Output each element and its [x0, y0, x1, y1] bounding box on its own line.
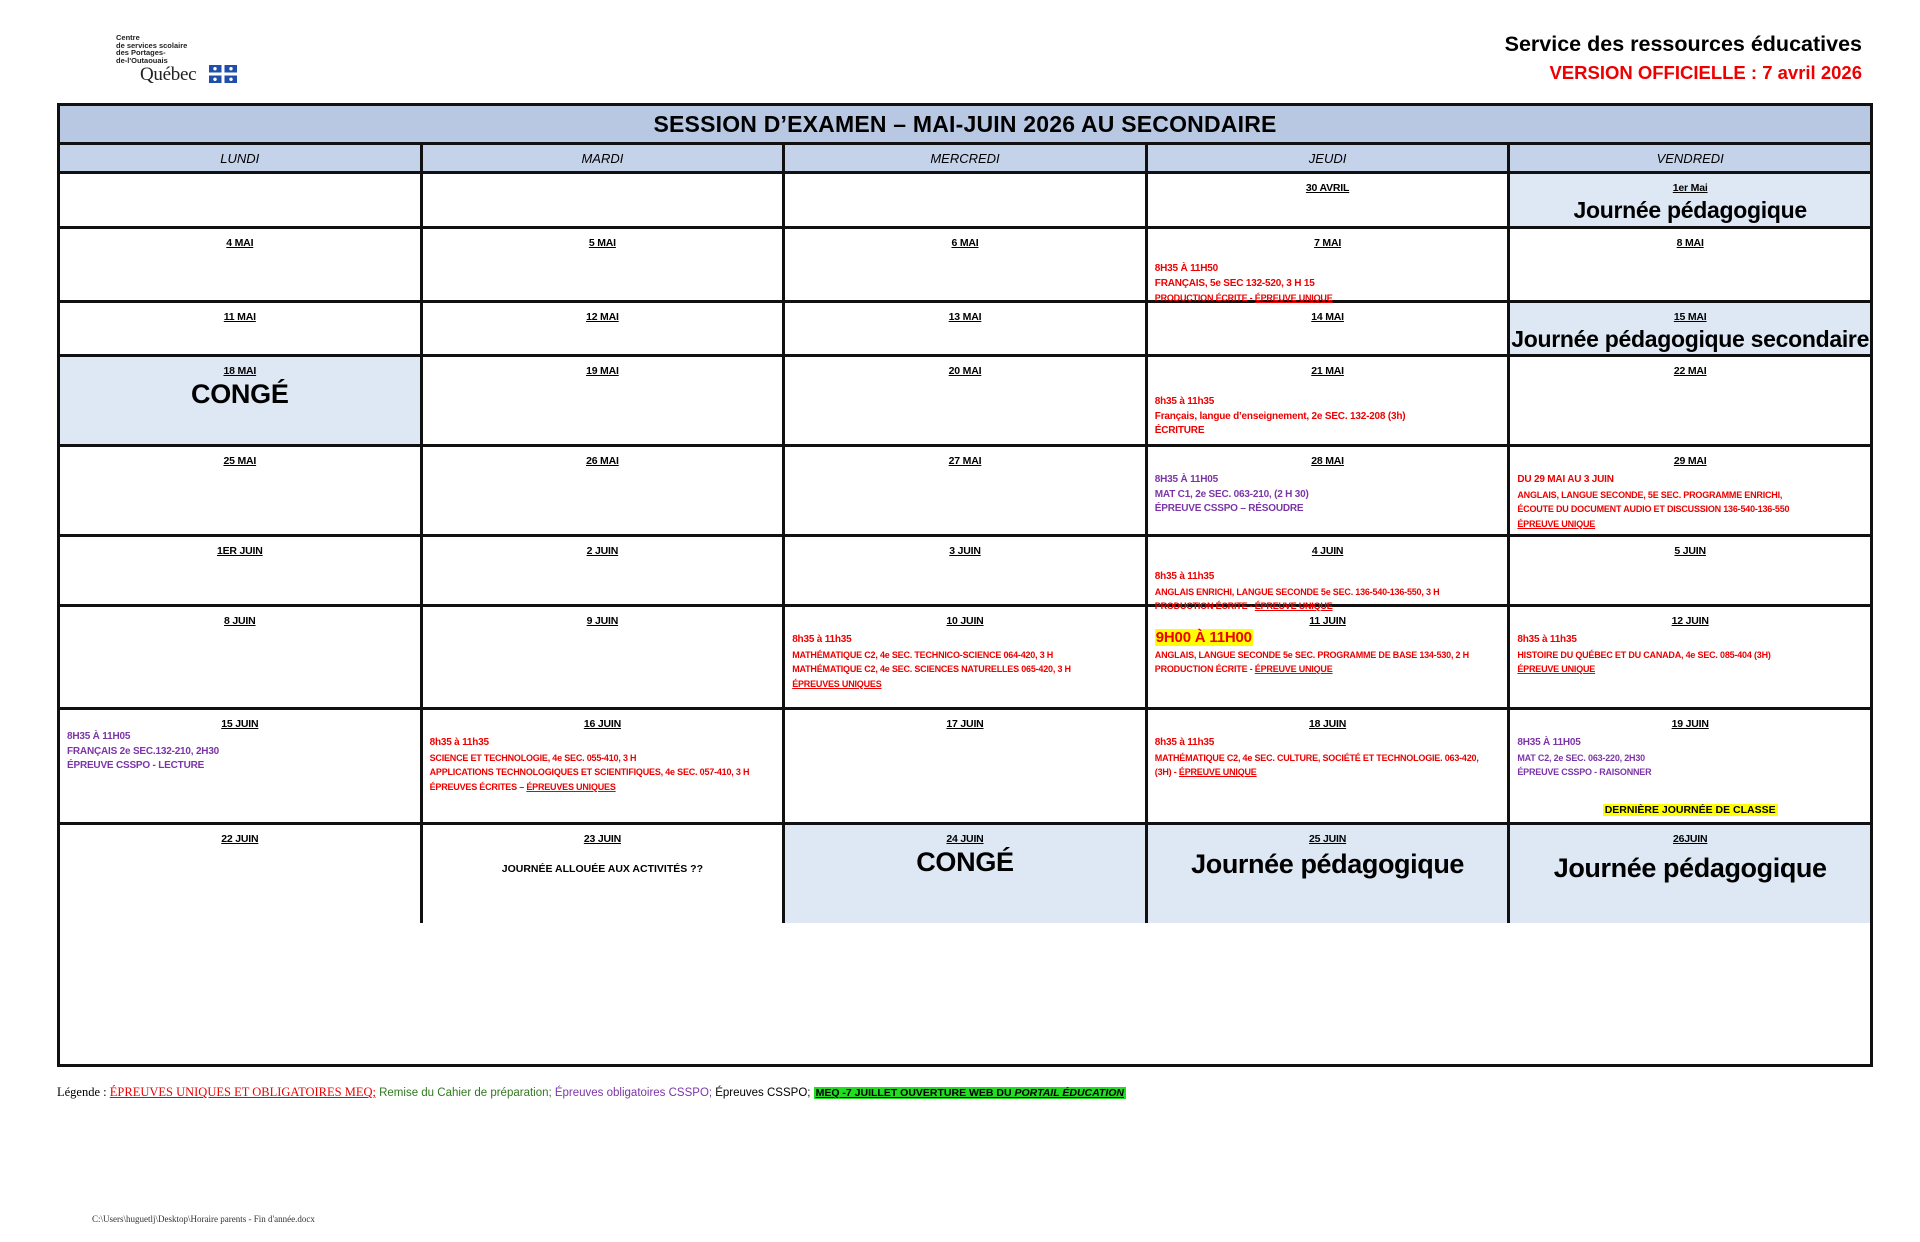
- last-class-day-label: DERNIÈRE JOURNÉE DE CLASSE: [1604, 804, 1776, 816]
- day-cell: [785, 607, 1148, 707]
- pedagogical-day-label: Journée pédagogique secondaire: [1511, 326, 1870, 352]
- holiday-label: CONGÉ: [916, 847, 1014, 877]
- weekday-header: [60, 145, 1870, 174]
- date-label: 12 JUIN: [1671, 615, 1709, 627]
- day-cell: [1510, 537, 1870, 604]
- day-cell: [1510, 447, 1870, 534]
- day-cell: [1510, 710, 1870, 822]
- exam-entry: [1510, 627, 1870, 677]
- exam-time: 8h35 à 11h35: [429, 737, 489, 748]
- date-label: 15 MAI: [1673, 311, 1707, 323]
- org-line: de-l'Outaouais: [116, 55, 168, 65]
- exam-time: 8H35 À 11H50: [1154, 263, 1218, 274]
- date-label: 19 MAI: [586, 365, 619, 377]
- date-label: 21 MAI: [1311, 365, 1344, 377]
- exam-type: ÉCRITURE: [1154, 425, 1205, 436]
- day-cell: [1510, 357, 1870, 444]
- date-label: 16 JUIN: [583, 718, 621, 730]
- day-cell: [423, 303, 786, 354]
- exam-subject: HISTOIRE DU QUÉBEC ET DU CANADA, 4e SEC. 085-404 (3H): [1517, 649, 1771, 660]
- exam-subject: FRANÇAIS 2e SEC.132-210, 2H30: [67, 745, 220, 757]
- week-row: [60, 303, 1870, 357]
- date-label: 12 MAI: [586, 311, 619, 323]
- pedagogical-day-label: Journée pédagogique: [1191, 849, 1465, 879]
- exam-unique-link[interactable]: ÉPREUVE UNIQUE: [1254, 293, 1333, 303]
- date-label: 30 AVRIL: [1305, 182, 1350, 194]
- exam-time: 8H35 À 11H05: [1154, 474, 1218, 485]
- week-row: [60, 229, 1870, 303]
- date-label: 25 JUIN: [1309, 833, 1347, 845]
- exam-subject: MATHÉMATIQUE C2, 4e SEC. SCIENCES NATURELLES 065-420, 3 H: [792, 664, 1071, 674]
- day-cell-pedagogical: [1510, 174, 1870, 226]
- exam-entry: [1510, 467, 1870, 531]
- date-label: 19 JUIN: [1671, 718, 1709, 730]
- day-cell: [1148, 174, 1511, 226]
- exam-subject: Français, langue d’enseignement, 2e SEC. 132-208 (3h): [1154, 410, 1406, 422]
- exam-entry: [1510, 730, 1870, 780]
- exam-time: 8h35 à 11h35: [1517, 634, 1577, 645]
- week-row: [60, 607, 1870, 710]
- day-cell: [423, 710, 786, 822]
- day-cell: [785, 229, 1148, 300]
- date-label: 2 JUIN: [586, 545, 619, 557]
- spacer: [1155, 557, 1501, 570]
- exam-time: 8h35 à 11h35: [1154, 396, 1215, 407]
- exam-period: DU 29 MAI AU 3 JUIN: [1517, 474, 1614, 485]
- day-cell: [60, 710, 423, 822]
- exam-subject: APPLICATIONS TECHNOLOGIQUES ET SCIENTIFIQUES, 4e SEC. 057-410, 3 H: [429, 767, 750, 777]
- holiday-label: CONGÉ: [191, 379, 289, 409]
- spacer: [1155, 377, 1501, 395]
- exam-unique-link[interactable]: ÉPREUVE UNIQUE: [1517, 664, 1596, 674]
- date-label: 25 MAI: [223, 455, 257, 467]
- fleur-de-lys-flag-icon: [209, 65, 237, 83]
- exam-type: [430, 780, 776, 795]
- exam-entry: [1148, 377, 1508, 439]
- date-label: 10 JUIN: [946, 615, 984, 627]
- exam-time: 8H35 À 11H05: [67, 731, 131, 742]
- day-cell: [1510, 229, 1870, 300]
- legend-label: Légende :: [57, 1085, 107, 1099]
- exam-unique-link[interactable]: ÉPREUVE UNIQUE: [1517, 518, 1596, 529]
- day-cell: [1148, 303, 1511, 354]
- quebec-wordmark: Québec: [140, 64, 197, 85]
- date-label: 22 MAI: [1673, 365, 1707, 377]
- day-cell: [1148, 357, 1511, 444]
- exam-entry: [1148, 249, 1508, 306]
- exam-type-text: (3H) -: [1154, 767, 1177, 777]
- exam-entry: [60, 730, 420, 774]
- weekday-friday: VENDREDI: [1510, 145, 1870, 171]
- day-cell-pedagogical: [1510, 303, 1870, 354]
- exam-subject: MAT C1, 2e SEC. 063-210, (2 H 30): [1154, 488, 1309, 500]
- date-label: 18 JUIN: [1309, 718, 1347, 730]
- exam-subject: MATHÉMATIQUE C2, 4e SEC. TECHNICO-SCIENCE 064-420, 3 H: [792, 649, 1054, 660]
- date-label: 18 MAI: [223, 365, 257, 377]
- day-cell: [60, 447, 423, 534]
- week-row: [60, 710, 1870, 825]
- day-cell: [423, 537, 786, 604]
- day-cell: [60, 229, 423, 300]
- activity-day-label: JOURNÉE ALLOUÉE AUX ACTIVITÉS ??: [501, 863, 704, 875]
- date-label: 11 JUIN: [1309, 615, 1346, 627]
- week-row: [60, 357, 1870, 447]
- exam-unique-link[interactable]: ÉPREUVE UNIQUE: [1254, 664, 1333, 674]
- day-cell: [423, 229, 786, 300]
- exam-subject: ANGLAIS, LANGUE SECONDE 5e SEC. PROGRAMME DE BASE 134-530, 2 H: [1154, 649, 1469, 660]
- csspo-logo: [104, 34, 254, 86]
- day-cell: [785, 537, 1148, 604]
- date-label: 5 MAI: [588, 237, 616, 249]
- legend: [57, 1085, 1126, 1100]
- day-cell: [423, 825, 786, 923]
- day-cell: [785, 357, 1148, 444]
- exam-entry: [1148, 557, 1508, 614]
- day-cell: [1148, 229, 1511, 303]
- exam-entry: [785, 627, 1145, 691]
- day-cell: [423, 357, 786, 444]
- legend-csspo-exams: Épreuves CSSPO;: [715, 1087, 811, 1099]
- day-cell: [423, 447, 786, 534]
- exam-time: 8h35 à 11h35: [1154, 571, 1215, 582]
- exam-type: ÉPREUVE CSSPO - RAISONNER: [1517, 767, 1652, 777]
- day-cell: [1148, 447, 1511, 534]
- date-label: 23 JUIN: [583, 833, 621, 845]
- day-cell: [60, 537, 423, 604]
- document-file-path: C:\Users\huguetlj\Desktop\Horaire parents - Fin d'année.docx: [92, 1214, 315, 1224]
- weekday-monday: LUNDI: [60, 145, 423, 171]
- exam-unique-link[interactable]: ÉPREUVES UNIQUES: [526, 781, 616, 792]
- exam-unique-link[interactable]: ÉPREUVE UNIQUE: [1178, 767, 1257, 777]
- date-label: 4 MAI: [226, 237, 254, 249]
- exam-subject: FRANÇAIS, 5e SEC 132-520, 3 H 15: [1154, 277, 1315, 289]
- date-label: 8 MAI: [1676, 237, 1704, 249]
- week-row: [60, 174, 1870, 229]
- date-label: 13 MAI: [948, 311, 982, 323]
- day-cell: [785, 710, 1148, 822]
- service-title: Service des ressources éducatives: [1504, 32, 1862, 56]
- exam-subject: SCIENCE ET TECHNOLOGIE, 4e SEC. 055-410, 3 H: [429, 752, 637, 763]
- exam-type-text: ÉPREUVES ÉCRITES –: [429, 781, 525, 792]
- day-cell: [1148, 710, 1511, 822]
- date-label: 24 JUIN: [946, 833, 984, 845]
- legend-unique-exams: ÉPREUVES UNIQUES ET OBLIGATOIRES MEQ;: [109, 1085, 376, 1099]
- weekday-wednesday: MERCREDI: [785, 145, 1148, 171]
- org-line: des Portages-: [116, 48, 166, 57]
- day-cell: [785, 303, 1148, 354]
- exam-time: 9H00 À 11H00: [1155, 629, 1252, 646]
- date-label: 22 JUIN: [221, 833, 259, 845]
- exam-time-highlight: [1155, 631, 1501, 648]
- exam-entry: [423, 730, 783, 794]
- exam-time: 8H35 À 11H05: [1517, 737, 1581, 748]
- legend-csspo-mandatory: Épreuves obligatoires CSSPO;: [554, 1087, 713, 1099]
- date-label: 6 MAI: [951, 237, 979, 249]
- date-label: 5 JUIN: [1674, 545, 1706, 557]
- day-cell: [1148, 537, 1511, 611]
- exam-entry: [1148, 627, 1508, 677]
- exam-type-text: PRODUCTION ÉCRITE -: [1154, 293, 1253, 303]
- day-cell: [785, 447, 1148, 534]
- pedagogical-day-label: Journée pédagogique: [1573, 197, 1807, 223]
- day-cell: [785, 174, 1148, 226]
- spacer: [1155, 249, 1501, 262]
- week-row: [60, 825, 1870, 923]
- day-cell: [60, 303, 423, 354]
- org-line: Centre: [116, 33, 140, 42]
- exam-subject: ANGLAIS, LANGUE SECONDE, 5E SEC. PROGRAMME ENRICHI,: [1517, 489, 1783, 500]
- date-label: 26JUIN: [1672, 833, 1708, 845]
- date-label: 8 JUIN: [224, 615, 256, 627]
- exam-calendar: [57, 103, 1873, 1067]
- date-label: 20 MAI: [948, 365, 982, 377]
- exam-type-text: PRODUCTION ÉCRITE -: [1154, 664, 1253, 674]
- day-cell-pedagogical: [1510, 825, 1870, 923]
- legend-portal-name: PORTAIL ÉDUCATION: [1014, 1087, 1124, 1099]
- exam-subject: MAT C2, 2e SEC. 063-220, 2H30: [1517, 752, 1645, 763]
- day-cell: [60, 174, 423, 226]
- day-cell-holiday: [60, 357, 423, 444]
- date-label: 29 MAI: [1673, 455, 1707, 467]
- date-label: 11 MAI: [223, 311, 256, 323]
- exam-unique-link[interactable]: ÉPREUVE UNIQUE: [1254, 601, 1333, 611]
- day-cell-pedagogical: [1148, 825, 1511, 923]
- date-label: 15 JUIN: [221, 718, 259, 730]
- exam-subject: ÉCOUTE DU DOCUMENT AUDIO ET DISCUSSION 136-540-136-550: [1517, 504, 1790, 514]
- exam-subject: ANGLAIS ENRICHI, LANGUE SECONDE 5e SEC. 136-540-136-550, 3 H: [1154, 586, 1440, 597]
- exam-type: [1155, 662, 1501, 677]
- day-cell: [1510, 607, 1870, 707]
- day-cell: [1148, 607, 1511, 707]
- date-label: 27 MAI: [948, 455, 982, 467]
- last-class-day-banner: [1510, 804, 1870, 816]
- day-cell: [60, 825, 423, 923]
- exam-time: 8h35 à 11h35: [792, 634, 852, 645]
- legend-portal-text: MEQ -7 JUILLET OUVERTURE WEB DU: [815, 1087, 1012, 1099]
- weekday-thursday: JEUDI: [1148, 145, 1511, 171]
- org-line: de services scolaire: [116, 40, 188, 50]
- exam-type: ÉPREUVE CSSPO – RÉSOUDRE: [1154, 503, 1304, 514]
- date-label: 4 JUIN: [1311, 545, 1344, 557]
- date-label: 14 MAI: [1311, 311, 1344, 323]
- exam-entry: [1148, 467, 1508, 517]
- day-cell: [423, 607, 786, 707]
- exam-time: 8h35 à 11h35: [1154, 737, 1215, 748]
- exam-unique-link[interactable]: ÉPREUVES UNIQUES: [792, 678, 882, 689]
- week-row: [60, 447, 1870, 537]
- date-label: 26 MAI: [586, 455, 619, 467]
- org-name: [116, 34, 206, 64]
- day-cell: [423, 174, 786, 226]
- pedagogical-day-label: Journée pédagogique: [1553, 853, 1827, 883]
- legend-prep-booklet: Remise du Cahier de préparation;: [379, 1087, 552, 1099]
- exam-type: [1155, 765, 1501, 780]
- date-label: 28 MAI: [1311, 455, 1344, 467]
- date-label: 1er Mai: [1672, 182, 1708, 194]
- calendar-title-bar: [60, 106, 1870, 145]
- legend-portal-opening[interactable]: [814, 1087, 1126, 1099]
- date-label: 1ER JUIN: [216, 545, 263, 557]
- weekday-tuesday: MARDI: [423, 145, 786, 171]
- day-cell: [60, 607, 423, 707]
- date-label: 9 JUIN: [586, 615, 619, 627]
- version-label: VERSION OFFICIELLE : 7 avril 2026: [1549, 62, 1862, 83]
- day-cell-holiday: [785, 825, 1148, 923]
- week-row: [60, 537, 1870, 611]
- exam-entry: [1148, 730, 1508, 780]
- calendar-title: SESSION D’EXAMEN – MAI-JUIN 2026 AU SECONDAIRE: [653, 110, 1277, 137]
- exam-subject: MATHÉMATIQUE C2, 4e SEC. CULTURE, SOCIÉTÉ ET TECHNOLOGIE. 063-420,: [1154, 752, 1479, 763]
- date-label: 17 JUIN: [946, 718, 984, 730]
- date-label: 7 MAI: [1314, 237, 1342, 249]
- exam-type-text: PRODUCTION ÉCRITE -: [1154, 601, 1253, 611]
- exam-type: ÉPREUVE CSSPO - LECTURE: [67, 760, 205, 771]
- date-label: 3 JUIN: [949, 545, 981, 557]
